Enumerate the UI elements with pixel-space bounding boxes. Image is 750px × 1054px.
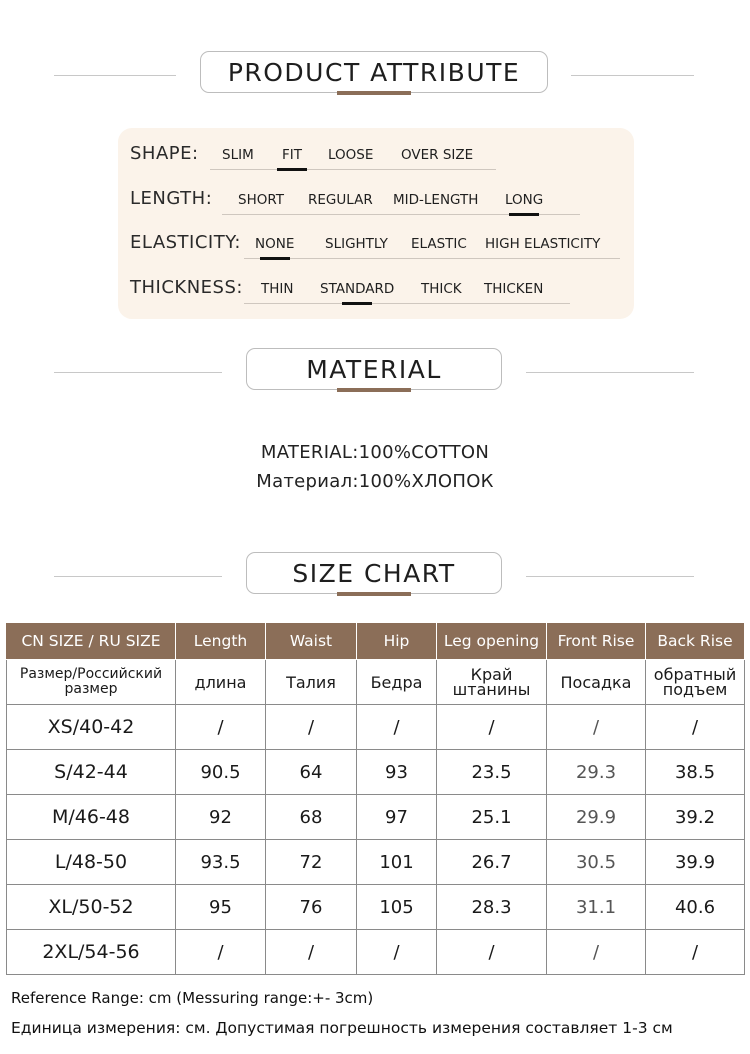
front-rise-cell: 29.9 [547,795,646,840]
hip-cell: 101 [357,840,437,885]
attr-option-short: SHORT [238,192,284,208]
col-header-ru-back-rise: обратный подъем [646,660,745,705]
material-line-en: MATERIAL:100%COTTON [260,442,490,463]
size-cell: M/46-48 [7,795,176,840]
header-line-right [526,372,694,373]
header-line-right [526,576,694,577]
back-rise-cell: 39.9 [646,840,745,885]
size-chart-header [0,552,750,602]
col-header-front-rise: Front Rise [547,623,646,660]
length-cell: / [176,930,266,975]
table-header-en [7,623,745,660]
col-header-back-rise: Back Rise [646,623,745,660]
table-row [7,840,745,885]
attr-rule [244,258,620,259]
hip-cell: 105 [357,885,437,930]
attr-option-regular: REGULAR [308,192,373,208]
front-rise-cell: 31.1 [547,885,646,930]
leg-opening-cell: 28.3 [437,885,547,930]
waist-cell: / [266,930,357,975]
waist-cell: 68 [266,795,357,840]
leg-opening-cell: 25.1 [437,795,547,840]
col-header-size: CN SIZE / RU SIZE [7,623,176,660]
attr-option-over-size: OVER SIZE [401,147,474,163]
table-row [7,795,745,840]
size-cell: S/42-44 [7,750,176,795]
material-line-ru: Материал:100%ХЛОПОК [256,471,494,492]
attr-row-shape [118,139,634,173]
size-chart-title: SIZE CHART [292,558,456,588]
attr-option-thin: THIN [261,281,294,297]
attr-option-mid-length: MID-LENGTH [393,192,479,208]
hip-cell: / [357,930,437,975]
size-cell: XS/40-42 [7,705,176,750]
attr-option-slim: SLIM [222,147,254,163]
waist-cell: / [266,705,357,750]
table-header-ru [7,660,745,705]
header-line-left [54,372,222,373]
material-header [0,348,750,398]
attribute-panel [118,128,634,319]
attr-option-long-selected: LONG [505,192,544,208]
waist-cell: 76 [266,885,357,930]
waist-cell: 72 [266,840,357,885]
size-chart-title-pill [246,552,502,594]
attr-row-length [118,184,634,218]
hip-cell: 97 [357,795,437,840]
front-rise-cell: 30.5 [547,840,646,885]
leg-opening-cell: / [437,930,547,975]
leg-opening-cell: 23.5 [437,750,547,795]
back-rise-cell: 40.6 [646,885,745,930]
col-header-length: Length [176,623,266,660]
length-cell: 90.5 [176,750,266,795]
attr-row-elasticity [118,228,634,262]
length-cell: / [176,705,266,750]
length-cell: 92 [176,795,266,840]
reference-range-note-en: Reference Range: cm (Messuring range:+- 3cm) [11,989,374,1007]
hip-cell: / [357,705,437,750]
attr-option-thicken: THICKEN [484,281,544,297]
attr-rule [244,303,570,304]
length-cell: 95 [176,885,266,930]
front-rise-cell: / [547,705,646,750]
size-cell: 2XL/54-56 [7,930,176,975]
attr-option-high-elasticity: HIGH ELASTICITY [485,236,601,252]
length-cell: 93.5 [176,840,266,885]
product-attribute-header [0,51,750,101]
size-cell: XL/50-52 [7,885,176,930]
col-header-ru-length: длина [176,660,266,705]
col-header-ru-front-rise: Посадка [547,660,646,705]
attr-option-slightly: SLIGHTLY [325,236,388,252]
size-chart-table [6,622,745,975]
product-attribute-title: PRODUCT ATTRIBUTE [227,57,521,87]
attr-label-length: LENGTH: [130,188,213,209]
attr-label-elasticity: ELASTICITY: [130,232,241,253]
attr-option-none-selected: NONE [255,236,295,252]
product-attribute-title-pill [200,51,548,93]
attr-option-fit-selected: FIT [282,147,302,163]
material-title-pill [246,348,502,390]
table-row [7,705,745,750]
back-rise-cell: / [646,705,745,750]
front-rise-cell: / [547,930,646,975]
reference-range-note-ru: Единица измерения: см. Допустимая погрешность измерения составляет 1-3 см [11,1019,673,1037]
col-header-ru-leg-opening: Край штанины [437,660,547,705]
back-rise-cell: / [646,930,745,975]
back-rise-cell: 39.2 [646,795,745,840]
table-row [7,930,745,975]
title-underline [337,388,411,392]
leg-opening-cell: 26.7 [437,840,547,885]
table-row [7,750,745,795]
size-cell: L/48-50 [7,840,176,885]
attr-option-thick: THICK [421,281,462,297]
col-header-ru-hip: Бедра [357,660,437,705]
attr-row-thickness [118,273,634,307]
material-title: MATERIAL [306,354,442,384]
attr-option-standard-selected: STANDARD [320,281,395,297]
header-line-right [571,75,694,76]
col-header-waist: Waist [266,623,357,660]
header-line-left [54,75,176,76]
title-underline [337,91,411,95]
leg-opening-cell: / [437,705,547,750]
waist-cell: 64 [266,750,357,795]
attr-label-thickness: THICKNESS: [130,277,243,298]
col-header-hip: Hip [357,623,437,660]
col-header-ru-size: Размер/Российский размер [7,660,176,705]
col-header-leg-opening: Leg opening [437,623,547,660]
attr-label-shape: SHAPE: [130,143,199,164]
table-row [7,885,745,930]
front-rise-cell: 29.3 [547,750,646,795]
attr-rule [210,169,496,170]
header-line-left [54,576,222,577]
col-header-ru-waist: Талия [266,660,357,705]
attr-option-elastic: ELASTIC [411,236,467,252]
back-rise-cell: 38.5 [646,750,745,795]
attr-option-loose: LOOSE [328,147,374,163]
hip-cell: 93 [357,750,437,795]
title-underline [337,592,411,596]
